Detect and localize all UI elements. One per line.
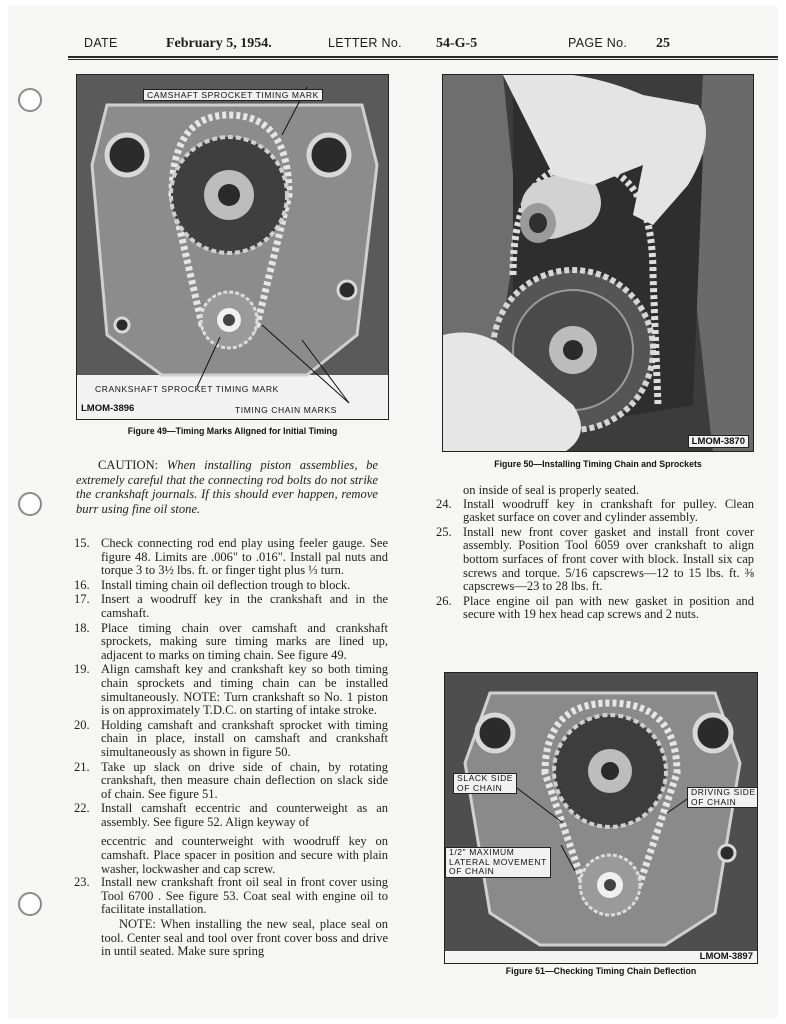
step-text: Install new crankshaft front oil seal in front cover using Tool 6700 . See figure 53. Coat seal with engine oil to facilitate installation.: [101, 875, 388, 917]
date-label: DATE: [84, 36, 118, 50]
timing-chain-marks-label: TIMING CHAIN MARKS: [235, 405, 337, 415]
step-25: [436, 526, 754, 594]
step-17: [74, 593, 388, 620]
step-23: [74, 876, 388, 917]
driving-side-line-2: OF CHAIN: [691, 796, 737, 807]
caution-note: [76, 458, 378, 516]
figure-49-photo: [76, 74, 389, 420]
page-label: PAGE No.: [568, 36, 628, 50]
chain-deflection-illustration: [445, 673, 758, 964]
caution-word: CAUTION:: [98, 458, 159, 472]
step-number: 24.: [436, 496, 452, 511]
step-text: Install new front cover gasket and install front cover assembly. Position Tool 6059 over crankshaft to align bottom surfaces of front cover with block. Install six cap screws and torque. 5/16 capscrews—12 to 15 lbs. ft. ⅜ capscrews—23 to 28 lbs. ft.: [463, 524, 754, 594]
step-number: 18.: [74, 620, 90, 635]
right-column-steps: [436, 484, 754, 623]
letter-value: 54-G-5: [436, 36, 478, 51]
figure-50-code: LMOM-3870: [688, 435, 749, 448]
binder-hole-top: [18, 88, 42, 112]
step-text: Install timing chain oil deflection trough to block.: [101, 577, 351, 592]
step-text: Take up slack on drive side of chain, by rotating crankshaft, then measure chain deflection on slack side of chain. See figure 51.: [101, 759, 388, 801]
step-15: [74, 537, 388, 578]
slack-side-label: [453, 773, 517, 794]
step-number: 21.: [74, 759, 90, 774]
step-19: [74, 663, 388, 717]
page-header: [70, 34, 776, 56]
driving-side-line-1: DRIVING SIDE: [691, 787, 756, 797]
engine-timing-illustration: [77, 75, 389, 420]
step-number: 16.: [74, 577, 90, 592]
step-text: Place timing chain over camshaft and crankshaft sprockets, making sure timing marks are lined up, adjacent to marks on timing chain. See figure 49.: [101, 620, 388, 662]
step-16: [74, 579, 388, 593]
step-20: [74, 719, 388, 760]
step-number: 19.: [74, 662, 90, 677]
figure-51-code: LMOM-3897: [699, 951, 753, 962]
step-number: 17.: [74, 592, 90, 607]
header-rule-thin: [68, 59, 778, 60]
step-21: [74, 761, 388, 802]
step-text: Align camshaft key and crankshaft key so both timing chain sprockets and timing chain can be installed simultaneously. NOTE: Turn crankshaft so No. 1 piston is on approximately T.D.C. on starting of intake stroke.: [101, 662, 388, 718]
binder-hole-middle: [18, 492, 42, 516]
step-number: 26.: [436, 593, 452, 608]
seal-install-note: NOTE: When installing the new seal, place seal on tool. Center seal and tool over front cover boss and drive in until seated. Make sure spring: [101, 917, 388, 959]
binder-hole-bottom: [18, 892, 42, 916]
figure-51-photo: [444, 672, 758, 964]
figure-49-caption: Figure 49—Timing Marks Aligned for Initial Timing: [127, 426, 338, 436]
date-value: February 5, 1954.: [166, 36, 272, 51]
camshaft-sprocket-timing-mark-label: CAMSHAFT SPROCKET TIMING MARK: [143, 89, 323, 101]
slack-side-line-2: OF CHAIN: [457, 782, 503, 793]
figure-49-code: LMOM-3896: [81, 403, 135, 414]
step-23-continued: on inside of seal is properly seated.: [463, 483, 639, 497]
step-22: [74, 802, 388, 829]
step-number: 23.: [74, 875, 90, 890]
step-26: [436, 595, 754, 622]
step-22-continued: eccentric and counterweight with woodruff key on camshaft. Place spacer in position and secure with plain washer, lockwasher and cap screw.: [101, 834, 388, 876]
driving-side-label: [687, 787, 758, 808]
step-text: Insert a woodruff key in the crankshaft and in the camshaft.: [101, 592, 388, 620]
step-text: Check connecting rod end play using feeler gauge. See figure 48. Limits are .006" to .016". Install pal nuts and torque 3 to 3½ lbs. ft. or finger tight plus ⅓ turn.: [101, 536, 388, 578]
left-column-steps: [74, 537, 388, 959]
caution-text: When installing piston assemblies, be extremely careful that the connecting rod bolts do not strike the crankshaft journals. If this should ever happen, remove burr using fine oil stone.: [76, 458, 378, 516]
header-rule: [68, 56, 778, 58]
lateral-movement-label: [445, 847, 551, 878]
lateral-movement-line-2: LATERAL MOVEMENT: [449, 856, 547, 867]
figure-50-photo: [442, 74, 754, 452]
step-number: 22.: [74, 801, 90, 816]
figure-51-caption: Figure 51—Checking Timing Chain Deflection: [505, 966, 697, 976]
figure-50-caption: Figure 50—Installing Timing Chain and Sprockets: [494, 459, 702, 469]
slack-side-line-1: SLACK SIDE: [457, 773, 514, 783]
step-number: 15.: [74, 536, 90, 550]
step-18: [74, 622, 388, 663]
step-text: Holding camshaft and crankshaft sprocket with timing chain in place, install on camshaft and crankshaft simultaneously as shown in figure 50.: [101, 717, 388, 759]
page-value: 25: [656, 36, 670, 51]
step-number: 20.: [74, 717, 90, 732]
chain-install-illustration: [443, 75, 754, 452]
step-text: Place engine oil pan with new gasket in position and secure with 19 hex head cap screws and 2 nuts.: [463, 593, 754, 622]
crankshaft-sprocket-timing-mark-label: CRANKSHAFT SPROCKET TIMING MARK: [95, 384, 279, 394]
step-24: [436, 498, 754, 525]
step-text: Install woodruff key in crankshaft for pulley. Clean gasket surface on cover and cylinder assembly.: [463, 496, 754, 525]
step-text: Install camshaft eccentric and counterweight as an assembly. See figure 52. Align keyway of: [101, 801, 388, 829]
letter-label: LETTER No.: [328, 36, 402, 50]
lateral-movement-line-3: OF CHAIN: [449, 866, 495, 876]
step-number: 25.: [436, 524, 452, 539]
lateral-movement-line-1: 1/2" MAXIMUM: [449, 847, 515, 857]
